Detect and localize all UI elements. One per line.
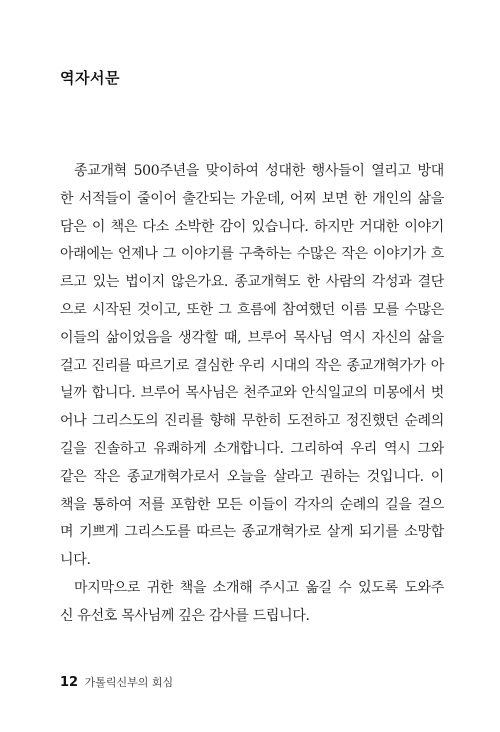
book-title: 가톨릭신부의 회심	[84, 676, 174, 689]
text-line: 며 기쁘게 그리스도를 따르는 종교개혁가로 살게 되기를 소망합	[60, 524, 444, 541]
text-line: 르고 있는 법이지 않은가요. 종교개혁도 한 사람의 각성과 결단	[60, 274, 444, 291]
text-line: 신 유선호 목사님께 깊은 감사를 드립니다.	[60, 607, 310, 624]
text-line: 닐까 합니다. 브루어 목사님은 천주교와 안식일교의 미몽에서 벗	[60, 385, 444, 402]
text-line: 어나 그리스도의 진리를 향해 무한히 도전하고 정진했던 순례의	[60, 413, 444, 430]
text-line: 같은 작은 종교개혁가로서 오늘을 살라고 권하는 것입니다. 이	[60, 468, 444, 485]
page-footer	[60, 674, 173, 690]
text-line: 종교개혁 500주년을 맞이하여 성대한 행사들이 열리고 방대	[74, 163, 444, 179]
text-line: 이들의 삶이었음을 생각할 때, 브루어 목사님 역시 자신의 삶을	[60, 329, 444, 346]
text-line: 한 서적들이 줄이어 출간되는 가운데, 어찌 보면 한 개인의 삶을	[60, 190, 444, 207]
text-line: 으로 시작된 것이고, 또한 그 흐름에 참여했던 이름 모를 수많은	[60, 301, 444, 318]
text-line: 마지막으로 귀한 책을 소개해 주시고 옮길 수 있도록 도와주	[74, 579, 444, 596]
section-heading: 역자서문	[60, 69, 120, 87]
text-line: 니다.	[60, 552, 91, 569]
text-line: 담은 이 책은 다소 소박한 감이 있습니다. 하지만 거대한 이야기	[60, 218, 444, 235]
text-line: 아래에는 언제나 그 이야기를 구축하는 수많은 작은 이야기가 흐	[60, 246, 444, 263]
page-number: 12	[60, 675, 79, 690]
text-line: 길을 진솔하고 유쾌하게 소개합니다. 그리하여 우리 역시 그와	[60, 440, 444, 457]
preface-body	[60, 158, 444, 631]
text-line: 걸고 진리를 따르기로 결심한 우리 시대의 작은 종교개혁가가 아	[60, 357, 444, 374]
text-line: 책을 통하여 저를 포함한 모든 이들이 각자의 순례의 길을 걸으	[60, 496, 444, 513]
